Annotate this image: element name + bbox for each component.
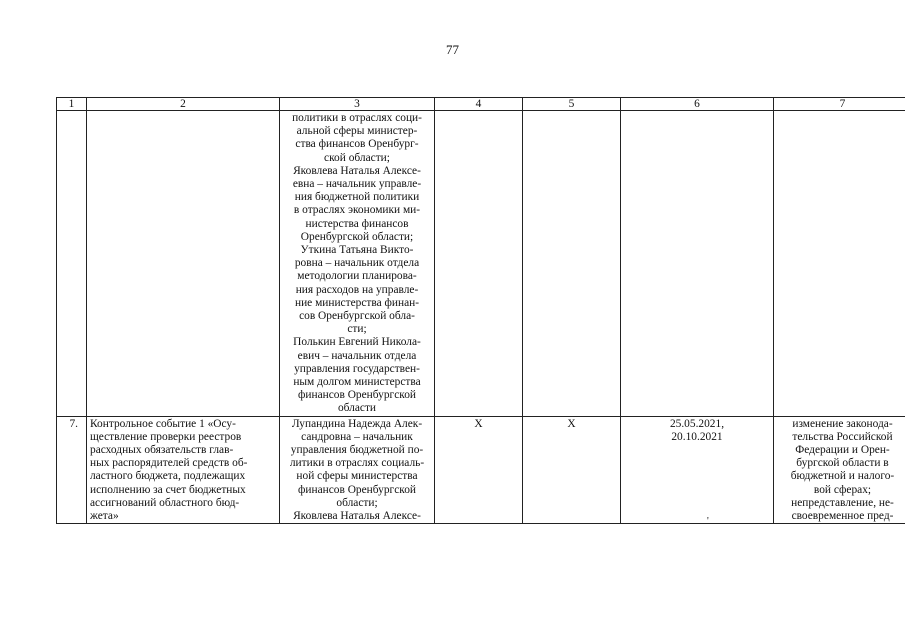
header-cell-7: 7	[774, 98, 905, 111]
text-line: литики в отраслях социаль-	[289, 457, 425, 470]
text-line: сандровна – начальник	[301, 430, 413, 443]
text-line: Оренбургской области;	[300, 230, 414, 243]
table-row-event-7	[57, 416, 905, 524]
text-line: Полькин Евгений Никола-	[293, 336, 421, 349]
text-line: тельства Российской	[792, 430, 893, 443]
text-line: евич – начальник отдела	[297, 349, 417, 362]
text-line: 25.05.2021,	[669, 417, 725, 430]
text-line: изменение законода-	[792, 417, 893, 430]
text-line: Федерации и Орен-	[795, 444, 890, 457]
risks-lines	[777, 418, 905, 524]
text-line: методологии планирова-	[297, 270, 417, 283]
responsible-persons-lines	[283, 418, 431, 524]
header-cell-4: 4	[435, 98, 523, 111]
text-line: ластного бюджета, подлежащих	[90, 470, 246, 483]
header-cell-6: 6	[621, 98, 774, 111]
text-line: ния бюджетной политики	[294, 191, 420, 204]
text-line: 20.10.2021	[671, 430, 723, 443]
text-line: ния расходов на управле-	[295, 283, 419, 296]
text-line: Яковлева Наталья Алексе-	[293, 510, 421, 523]
text-line: расходных обязательств глав-	[90, 444, 234, 457]
text-line: Яковлева Наталья Алексе-	[293, 164, 421, 177]
header-cell-2: 2	[87, 98, 280, 111]
text-line: ассигнований областного бюд-	[90, 496, 240, 509]
cell-empty	[87, 111, 280, 417]
responsible-persons-lines	[283, 112, 431, 416]
text-line: финансов Оренбургской	[298, 483, 416, 496]
cell-empty	[57, 111, 87, 417]
event-description-lines	[90, 418, 276, 524]
table-header-row	[57, 98, 905, 111]
table-row-continuation	[57, 111, 905, 417]
cell-empty	[523, 111, 621, 417]
text-line: евна – начальник управле-	[292, 178, 422, 191]
stray-mark: '	[707, 516, 709, 527]
text-line: области;	[336, 496, 378, 509]
text-line: ской области;	[324, 151, 390, 164]
header-cell-1: 1	[57, 98, 87, 111]
row-number: 7.	[57, 416, 87, 524]
text-line: своевременное пред-	[791, 510, 894, 523]
text-line: области	[337, 402, 377, 415]
responsible-persons-cell	[280, 111, 435, 417]
event-description-cell	[87, 416, 280, 524]
dates-lines	[624, 418, 770, 444]
text-line: исполнению за счет бюджетных	[90, 483, 246, 496]
cell-empty	[435, 111, 523, 417]
text-line: ным долгом министерства	[293, 376, 421, 389]
text-line: вой сферах;	[813, 483, 872, 496]
cell-empty	[774, 111, 905, 417]
text-line: бюджетной и налого-	[790, 470, 895, 483]
text-line: Лупандина Надежда Алек-	[291, 417, 423, 430]
col5-cell: Х	[523, 416, 621, 524]
text-line: Контрольное событие 1 «Осу-	[90, 417, 236, 430]
text-line: сов Оренбургской обла-	[299, 310, 415, 323]
header-cell-3: 3	[280, 98, 435, 111]
text-line: ние министерства финан-	[294, 296, 420, 309]
text-line: бургской области в	[796, 457, 889, 470]
text-line: ства финансов Оренбург-	[295, 138, 419, 151]
text-line: сти;	[347, 323, 367, 336]
dates-cell	[621, 416, 774, 524]
text-line: политики в отраслях соци-	[292, 112, 422, 124]
risks-cell	[774, 416, 905, 524]
document-table	[56, 97, 905, 524]
text-line: ровна – начальник отдела	[294, 257, 420, 270]
text-line: ной сферы министерства	[296, 470, 418, 483]
col4-cell: Х	[435, 416, 523, 524]
text-line: Уткина Татьяна Викто-	[300, 244, 414, 257]
text-line: ных распорядителей средств об-	[90, 457, 248, 470]
text-line: управления бюджетной по-	[290, 444, 424, 457]
text-line: финансов Оренбургской	[298, 389, 416, 402]
text-line: нистерства финансов	[305, 217, 409, 230]
text-line: жета»	[90, 510, 119, 523]
page-number: 77	[446, 42, 459, 57]
text-line: управления государствен-	[294, 362, 420, 375]
responsible-persons-cell	[280, 416, 435, 524]
cell-empty	[621, 111, 774, 417]
text-line: ществление проверки реестров	[90, 430, 242, 443]
text-line: непредставление, не-	[791, 496, 894, 509]
header-cell-5: 5	[523, 98, 621, 111]
text-line: в отраслях экономики ми-	[293, 204, 421, 217]
text-line: альной сферы министер-	[296, 125, 418, 138]
